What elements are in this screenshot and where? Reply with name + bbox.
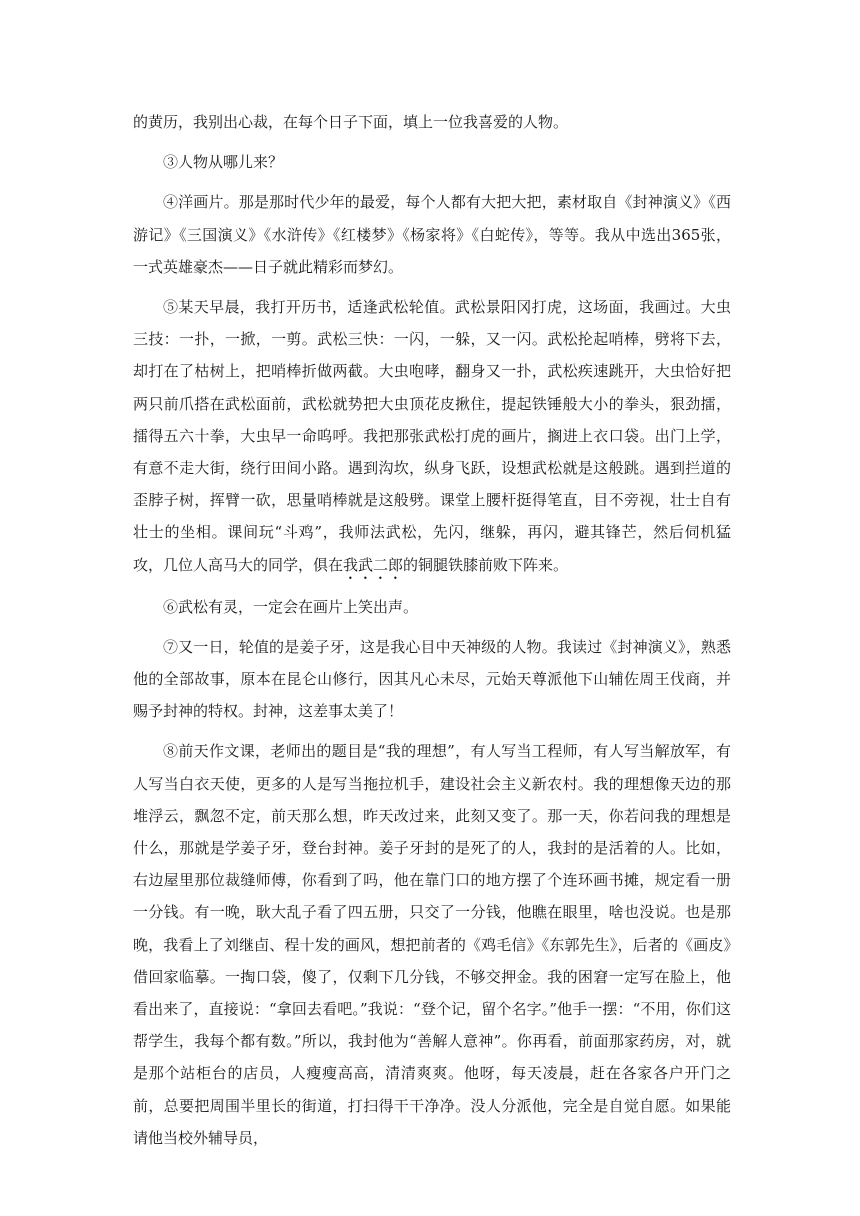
paragraph-6: ⑥武松有灵，一定会在画片上笑出声。	[163, 597, 419, 616]
paragraph-3: ③人物从哪儿来？	[163, 153, 284, 172]
paragraph-4: ④洋画片。那是那时代少年的最爱，每个人都有大把大把，素材取自《封神演义》《西游记》《三国演义》《水浒传》《红楼梦》《杨家将》《白蛇传》，等等。我从中选出365张，一式英雄豪杰——日子就此精彩而梦幻。	[133, 193, 731, 276]
paragraph-7: ⑦又一日，轮值的是姜子牙，这是我心目中天神级的人物。我读过《封神演义》，熟悉他的全部故事，原本在昆仑山修行，因其凡心未尽，元始天尊派他下山辅佐周王伐商，并赐予封神的特权。封神，这差事太美了！	[133, 637, 731, 721]
article-body	[133, 106, 731, 1162]
paragraph-8: ⑧前天作文课，老师出的题目是“我的理想”，有人写当工程师，有人写当解放军，有人写当白衣天使，更多的人是写当拖拉机手，建设社会主义新农村。我的理想像天边的那堆浮云，飘忽不定，前天那么想，昨天改过来，此刻又变了。那一天，你若问我的理想是什么，那就是学姜子牙，登台封神。姜子牙封的是死了的人，我封的是活着的人。比如，右边屋里那位裁缝师傅，你看到了吗，他在靠门口的地方摆了个连环画书摊，规定看一册一分钱。有一晚，耿大乱子看了四五册，只交了一分钱，他瞧在眼里，啥也没说。也是那晚，我看上了刘继卣、程十发的画风，想把前者的《鸡毛信》《东郭先生》，后者的《画皮》借回家临摹。一掏口袋，傻了，仅剩下几分钱，不够交押金。我的困窘一定写在脸上，他看出来了，直接说：“拿回去看吧。”我说：“登个记，留个名字。”他手一摆：“不用，你们这帮学生，我每个都有数。”所以，我封他为“善解人意神”。你再看，前面那家药房，对，就是那个站柜台的店员，人瘦瘦高高，清清爽爽。他呀，每天凌晨，赶在各家各户开门之前，总要把周围半里长的街道，打扫得干干净净。没人分派他，完全是自觉自愿。如果能请他当校外辅导员，	[133, 742, 731, 1147]
emphasized-text: 我武二郎	[343, 555, 404, 574]
paragraph-continuation: 的黄历，我别出心裁，在每个日子下面，填上一位我喜爱的人物。	[133, 113, 569, 131]
paragraph-5-text-end: 的铜腿铁膝前败下阵来。	[403, 555, 569, 574]
paragraph-5	[133, 291, 731, 583]
paragraph-5-text: ⑤某天早晨，我打开历书，适逢武松轮值。武松景阳冈打虎，这场面，我画过。大虫三技：一扑，一掀，一剪。武松三快：一闪，一躲，又一闪。武松抡起哨棒，劈将下去，却打在了枯树上，把哨棒折做两截。大虫咆哮，翻身又一扑，武松疾速跳开，大虫恰好把两只前爪搭在武松面前，武松就势把大虫顶花皮揪住，提起铁锤般大小的拳头，狠劲擂，擂得五六十拳，大虫早一命呜呼。我把那张武松打虎的画片，搁进上衣口袋。出门上学，有意不走大街，绕行田间小路。遇到沟坎，纵身飞跃，设想武松就是这般跳。遇到拦道的歪脖子树，挥臂一砍，思量哨棒就是这般劈。课堂上腰杆挺得笔直，目不旁视，壮士自有壮士的坐相。课间玩“斗鸡”，我师法武松，先闪，继躲，再闪，避其锋芒，然后伺机猛攻，几位人高马大的同学，俱在	[133, 298, 731, 574]
